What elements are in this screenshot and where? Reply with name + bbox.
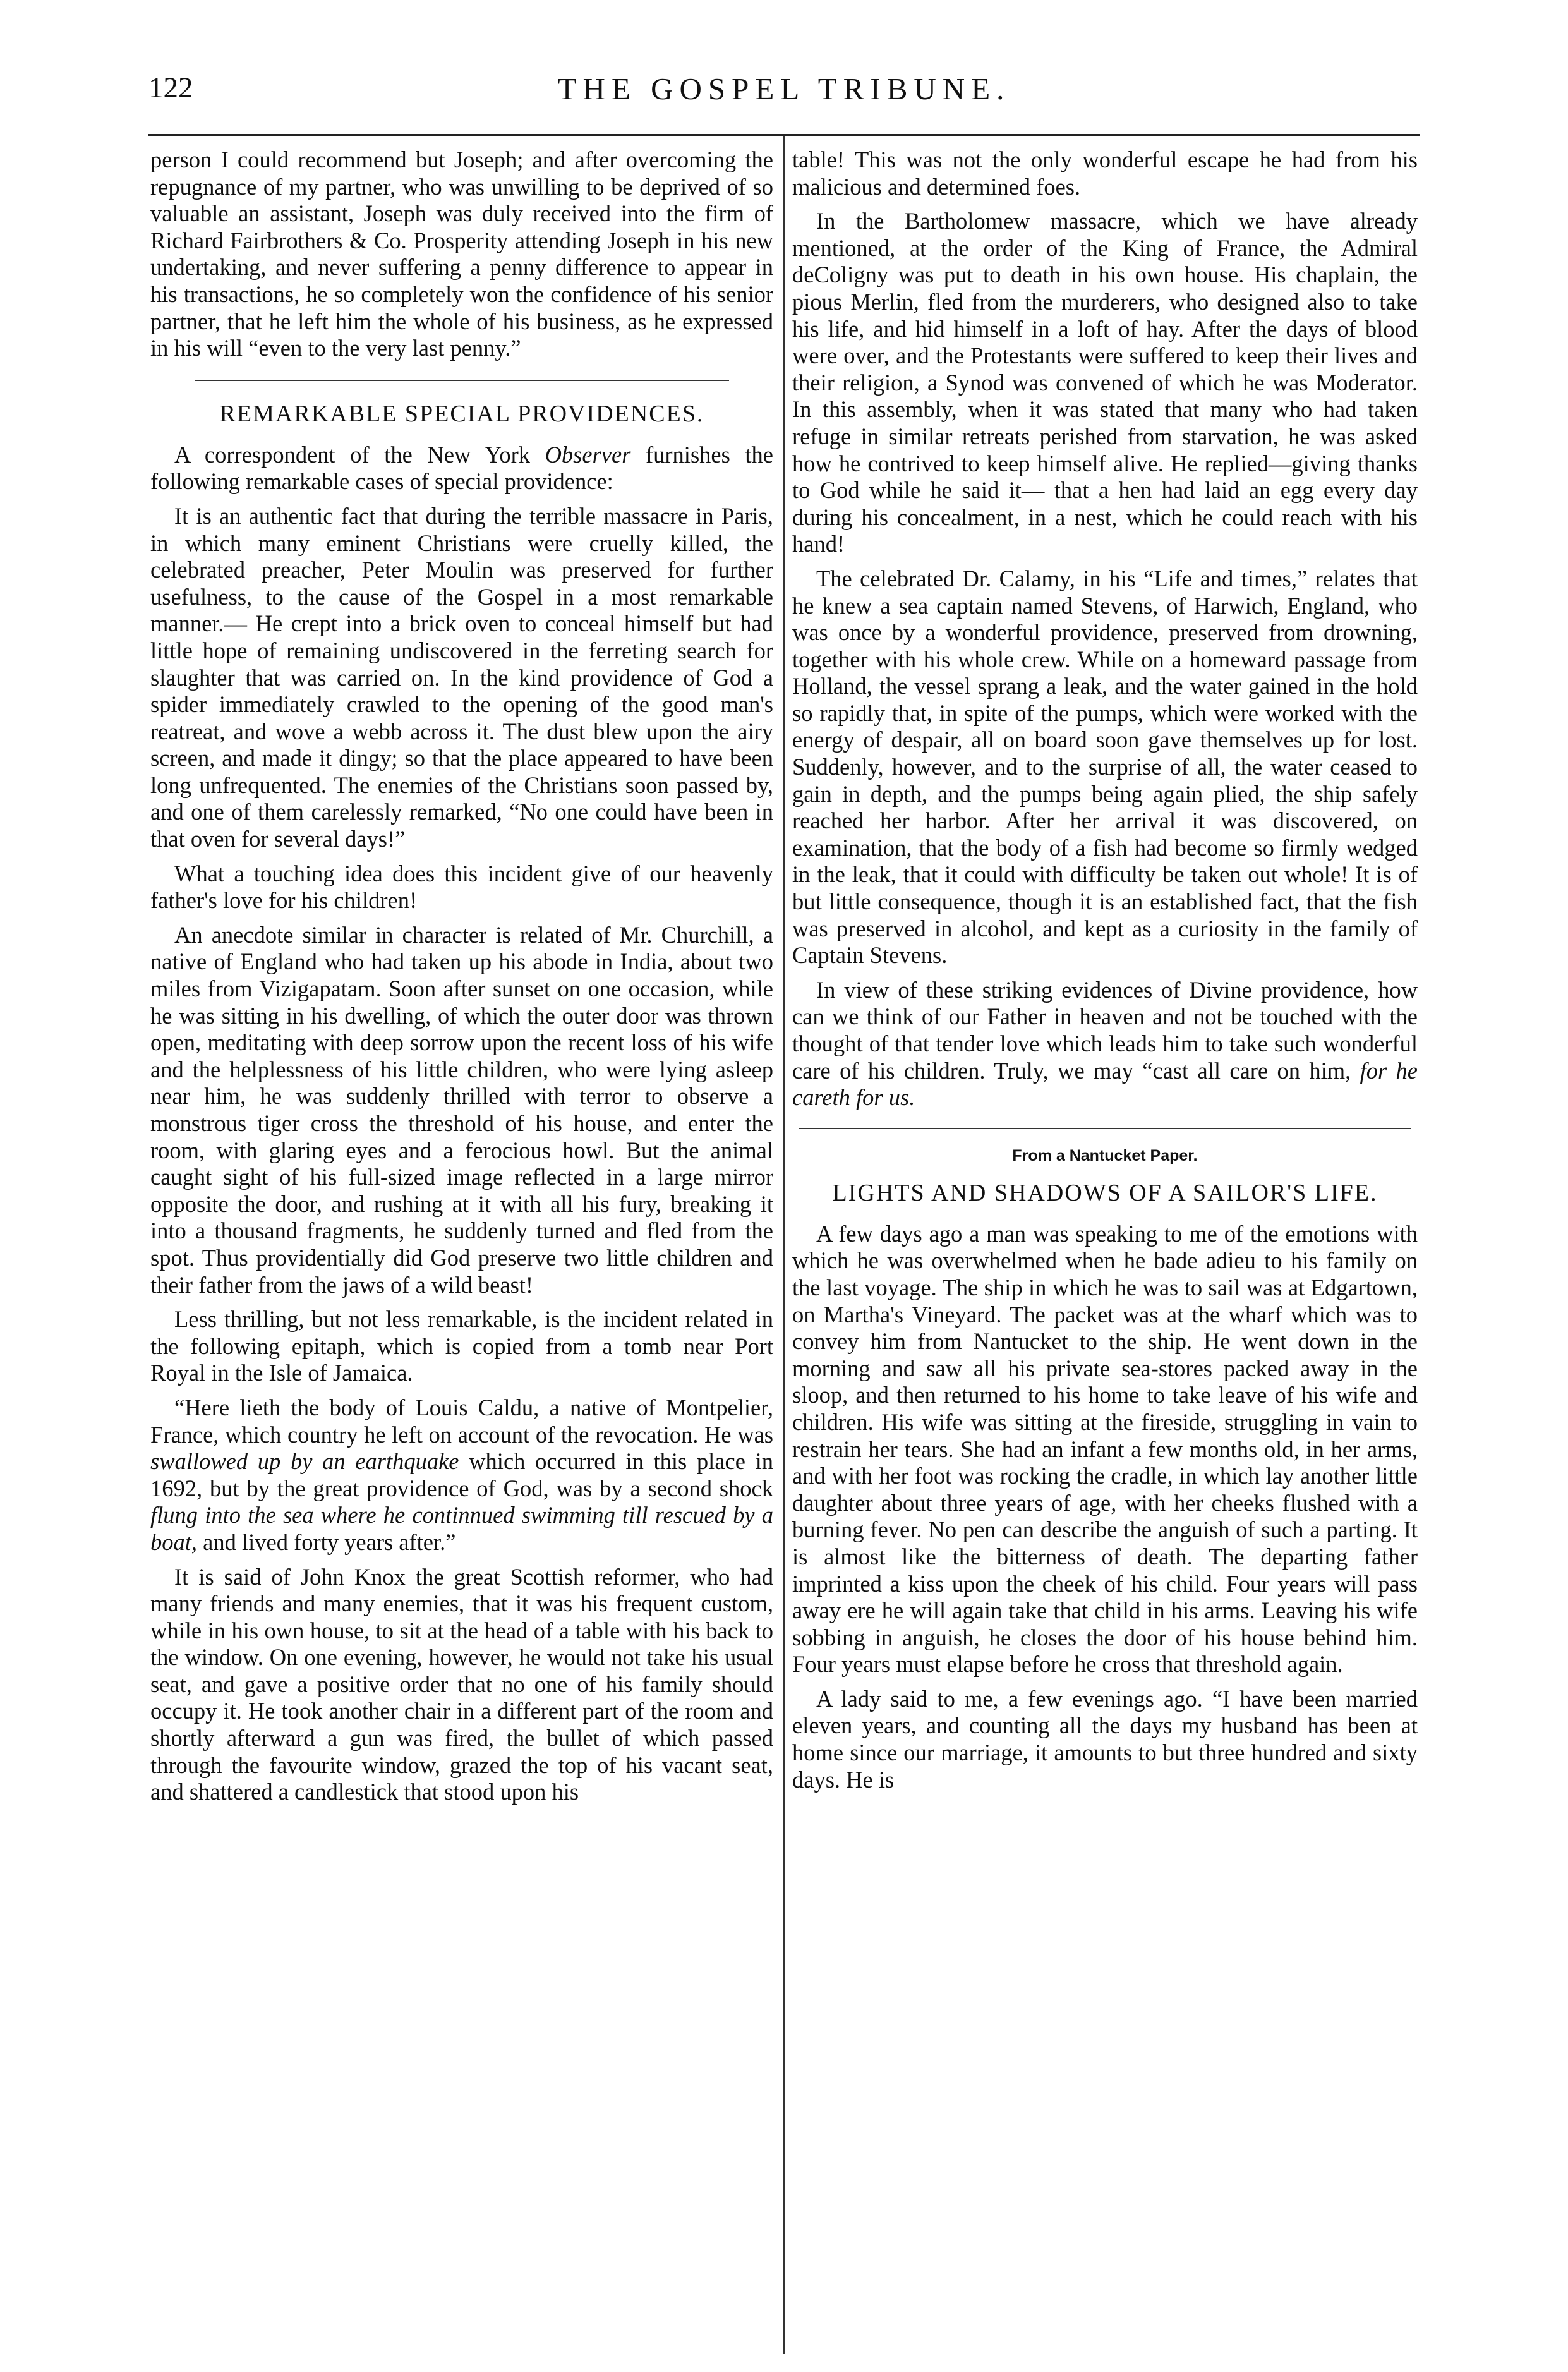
epitaph-text-c: and lived forty years after.” xyxy=(197,1528,456,1555)
intro-text-a: A correspondent of the New York xyxy=(174,441,545,468)
page-number: 122 xyxy=(148,71,193,104)
paragraph-reflection: What a touching idea does this incident give of our heavenly father's love for his children! xyxy=(150,860,773,914)
paragraph-lady: A lady said to me, a few evenings ago. “I have been married eleven years, and counting all the days my husband has been at home since our marriage, it amounts to but three hundred and sixty days. He is xyxy=(792,1685,1418,1793)
publication-title: THE GOSPEL TRIBUNE. xyxy=(557,71,1011,106)
section-divider xyxy=(195,380,729,381)
section-divider xyxy=(799,1128,1411,1129)
paragraph-calamy: The celebrated Dr. Calamy, in his “Life and times,” relates that he knew a sea captain named Stevens, of Harwich, England, who was once by a wonderful providence, preserved from drowning, together with his whole crew. While on a homeward passage from Holland, the vessel sprang a leak, and the water gained in the hold so rapidly that, in spite of the pumps, which were worked with the energy of despair, all on board soon gave themselves up for lost. Suddenly, however, and to the surprise of all, the water ceased to gain in depth, and the pumps being again plied, the ship safely reached her harbor. After her arrival it was discovered, on examination, that the body of a fish had become so firmly wedged in the leak, that it could with difficulty be taken out whole! It is of but little consequence, though it is an established fact, that the fish was preserved in alcohol, and kept as a curiosity in the family of Captain Stevens. xyxy=(792,565,1418,969)
paragraph-moulin: It is an authentic fact that during the terrible massacre in Paris, in which many eminent Christians were cruelly killed, the celebrated preacher, Peter Moulin was preserved for further usefulness, to the cause of the Gospel in a most remarkable manner.— He crept into a brick oven to conceal himself but had little hope of remaining undiscovered in the ferreting search for slaughter that was carried on. In the kind providence of God a spider immediately crawled to the opening of the good man's reatreat, and wove a webb across it. The dust blew upon the airy screen, and made it dingy; so that the place appeared to have been long unfrequented. The enemies of the Christians soon passed by, and one of them carelessly remarked, “No one could have been in that oven for several days!” xyxy=(150,502,773,852)
paragraph-churchill: An anecdote similar in character is related of Mr. Churchill, a native of England who had taken up his abode in India, about two miles from Vizigapatam. Soon after sunset on one occasion, while he was sitting in his dwelling, of which the outer door was thrown open, meditating with deep sorrow upon the recent loss of his wife and the helplessness of his little children, who were lying asleep near him, he was suddenly thrilled with terror to observe a monstrous tiger cross the threshold of his house, and enter the room, with glaring eyes and a ferocious howl. But the animal caught sight of his full-sized image reflected in a large mirror opposite the door, and rushing at it with all his fury, breaking it into a thousand fragments, he suddenly turned and fled from the spot. Thus providentially did God preserve two little children and their father from the jaws of a wild beast! xyxy=(150,921,773,1298)
conclusion-text: In view of these striking evidences of Divine providence, how can we think of our Father in heaven and not be touched with the thought of that tender love which leads him to take such wonderful care of his children. Truly, we may “cast all care on him, xyxy=(792,976,1418,1084)
intro-newspaper-name: Observer xyxy=(545,441,631,468)
paragraph-conclusion xyxy=(792,977,1418,1111)
paragraph-knox-continued: table! This was not the only wonderful escape he had from his malicious and determined foes. xyxy=(792,147,1418,200)
right-column xyxy=(792,147,1418,1801)
section-heading: LIGHTS AND SHADOWS OF A SAILOR'S LIFE. xyxy=(832,1179,1378,1206)
page-header xyxy=(148,71,1420,115)
intro-paragraph xyxy=(150,442,773,495)
epitaph-text-a: “Here lieth the body of Louis Caldu, a native of Montpelier, France, which country he left on account of the revocation. He was xyxy=(150,1394,773,1448)
epitaph-italic-2: flung into the sea where he continnued swimming till rescued by a boat, xyxy=(150,1502,773,1555)
paragraph-knox: It is said of John Knox the great Scottish reformer, who had many friends and many enemies, that it was his frequent custom, while in his own house, to sit at the head of a table with his back to the window. On one evening, however, he would not take his usual seat, and gave a positive order that no one of his family should occupy it. He took another chair in a different part of the room and shortly afterward a gun was fired, the bullet of which passed through the favourite window, grazed the top of his vacant seat, and shattered a candlestick that stood upon his xyxy=(150,1563,773,1805)
conclusion-italic: for he careth for us. xyxy=(792,1057,1418,1111)
intro-text-b: furnishes the following remarkable cases of special providence: xyxy=(150,441,773,495)
epitaph-text-b: which occurred in this place in 1692, but by the great providence of God, was by a second shock xyxy=(150,1448,773,1501)
paragraph-sailor: A few days ago a man was speaking to me of the emotions with which he was overwhelmed when he bade adieu to his family on the last voyage. The ship in which he was to sail was at Edgartown, on Martha's Vineyard. The packet was at the wharf which was to convey him from Nantucket to the ship. He went down in the morning and saw all his private sea-stores packed away in the sloop, and then returned to his home to take leave of his wife and children. His wife was sitting at the fireside, struggling in vain to restrain her tears. She had an infant a few months old, in her arms, and with her foot was rocking the cradle, in which lay another little daughter about three years of age, with her cheeks flushed with a burning fever. No pen can describe the anguish of such a parting. It is almost like the bitterness of death. The departing father imprinted a kiss upon the cheek of his child. Four years will pass away ere he will again take that child in his arms. Leaving his wife sobbing in anguish, he closes the door of his house behind him. Four years must elapse before he cross that threshold again. xyxy=(792,1220,1418,1678)
article-continuation: person I could recommend but Joseph; and after overcoming the repugnance of my partner, who was unwilling to be deprived of so valuable an assistant, Joseph was duly received into the firm of Richard Fairbrothers & Co. Prosperity attending Joseph in his new undertaking, and never suffering a penny difference to appear in his transactions, he so completely won the confidence of his senior partner, that he left him the whole of his business, as he expressed in his will “even to the very last penny.” xyxy=(150,147,773,361)
epitaph-italic-1: swallowed up by an earthquake xyxy=(150,1448,459,1475)
paragraph-epitaph-intro: Less thrilling, but not less remarkable, is the incident related in the following epitaph, which is copied from a tomb near Port Royal in the Isle of Jamaica. xyxy=(150,1306,773,1386)
section-heading: REMARKABLE SPECIAL PROVIDENCES. xyxy=(219,400,704,427)
column-divider xyxy=(783,136,785,2354)
left-column xyxy=(150,147,773,1813)
epitaph-quote xyxy=(150,1395,773,1556)
paragraph-merlin: In the Bartholomew massacre, which we have already mentioned, at the order of the King of France, the Admiral deColigny was put to death in his own house. His chaplain, the pious Merlin, fled from the murderers, who designed also to take his life, and hid himself in a loft of hay. After the days of blood were over, and the Protestants were suffered to keep their lives and their religion, a Synod was convened of which he was Moderator. In this assembly, when it was stated that many who had taken refuge in similar retreats perished from starvation, he was asked how he contrived to keep himself alive. He replied—giving thanks to God while he said it— that a hen had laid an egg every day during his concealment, in a nest, which he could reach with his hand! xyxy=(792,208,1418,557)
article-source: From a Nantucket Paper. xyxy=(1012,1146,1198,1165)
